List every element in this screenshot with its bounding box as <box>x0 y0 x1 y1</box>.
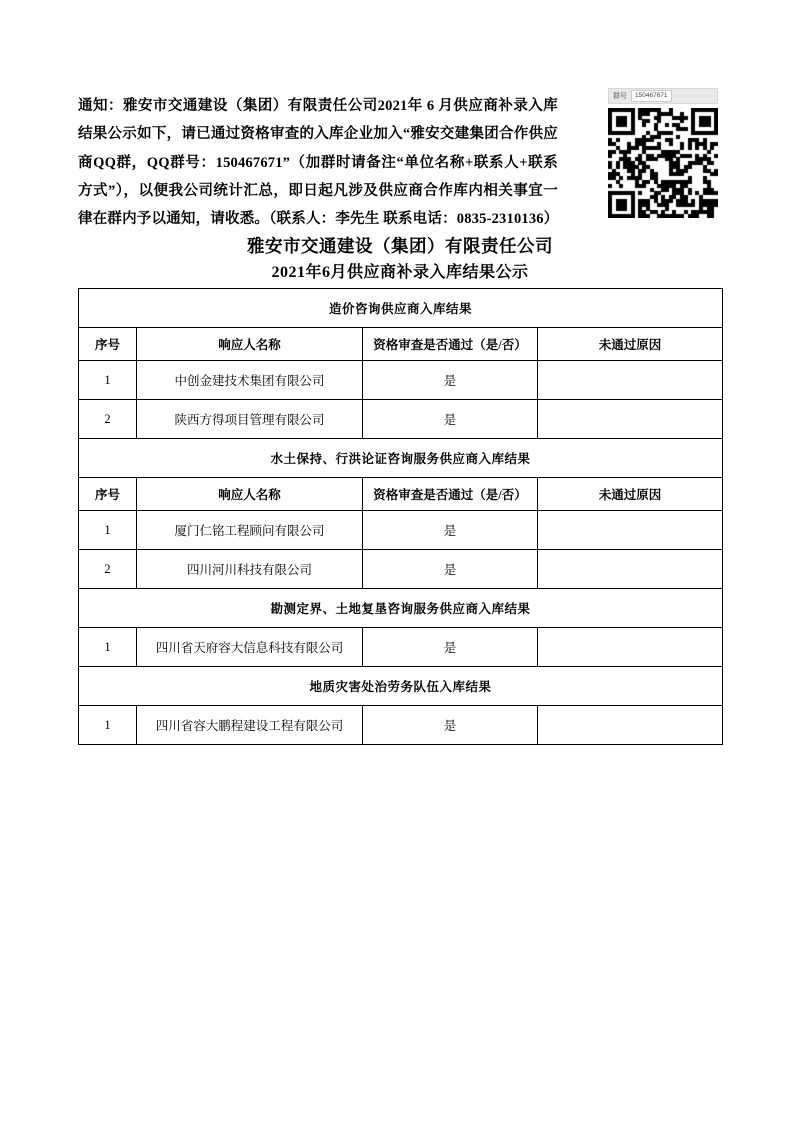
row-reason <box>538 361 723 400</box>
results-table <box>78 288 723 745</box>
table-column-header: 响应人名称 <box>137 328 363 361</box>
row-pass: 是 <box>363 628 538 667</box>
table-column-header: 资格审查是否通过（是/否） <box>363 478 538 511</box>
row-name: 四川河川科技有限公司 <box>137 550 363 589</box>
table-section-title: 地质灾害处治劳务队伍入库结果 <box>79 667 723 706</box>
row-no: 1 <box>79 706 137 745</box>
table-section-title-row <box>79 289 723 328</box>
row-no: 1 <box>79 628 137 667</box>
row-reason <box>538 511 723 550</box>
table-column-header: 未通过原因 <box>538 478 723 511</box>
table-section-title: 勘测定界、土地复垦咨询服务供应商入库结果 <box>79 589 723 628</box>
table-header-row <box>79 328 723 361</box>
row-reason <box>538 400 723 439</box>
page-title-line1: 雅安市交通建设（集团）有限责任公司 <box>247 236 553 256</box>
row-name: 中创金建技术集团有限公司 <box>137 361 363 400</box>
table-column-header: 响应人名称 <box>137 478 363 511</box>
row-no: 2 <box>79 550 137 589</box>
table-column-header: 序号 <box>79 478 137 511</box>
table-column-header: 资格审查是否通过（是/否） <box>363 328 538 361</box>
row-pass: 是 <box>363 550 538 589</box>
table-header-row <box>79 478 723 511</box>
row-no: 2 <box>79 400 137 439</box>
row-no: 1 <box>79 361 137 400</box>
table-row <box>79 400 723 439</box>
table-section-title: 水土保持、行洪论证咨询服务供应商入库结果 <box>79 439 723 478</box>
qr-code-block <box>608 88 718 218</box>
row-name: 四川省容大鹏程建设工程有限公司 <box>137 706 363 745</box>
table-section-title-row <box>79 667 723 706</box>
table-column-header: 序号 <box>79 328 137 361</box>
row-name: 厦门仁铭工程顾问有限公司 <box>137 511 363 550</box>
row-pass: 是 <box>363 511 538 550</box>
table-row <box>79 628 723 667</box>
row-name: 陕西方得项目管理有限公司 <box>137 400 363 439</box>
qr-label: 群号 <box>613 93 627 100</box>
results-table-wrap <box>78 288 722 745</box>
row-reason <box>538 550 723 589</box>
table-row <box>79 511 723 550</box>
table-section-title-row <box>79 589 723 628</box>
page-title-line2: 2021年6月供应商补录入库结果公示 <box>271 264 529 281</box>
row-name: 四川省天府容大信息科技有限公司 <box>137 628 363 667</box>
row-pass: 是 <box>363 361 538 400</box>
qr-code-image <box>608 108 718 218</box>
row-pass: 是 <box>363 706 538 745</box>
table-row <box>79 361 723 400</box>
row-pass: 是 <box>363 400 538 439</box>
table-section-title-row <box>79 439 723 478</box>
page-title <box>0 232 800 286</box>
notice-paragraph: 通知：雅安市交通建设（集团）有限责任公司2021年 6 月供应商补录入库结果公示如下，请已通过资格审查的入库企业加入“雅安交建集团合作供应商QQ群，QQ群号：150467671”（加群时请备注“单位名称+联系人+联系方式”），以便我公司统计汇总，即日起凡涉及供应商合作库内相关事宜一律在群内予以通知，请收悉。（联系人：李先生 联系电话：0835-2310136） <box>78 98 559 228</box>
table-row <box>79 550 723 589</box>
table-section-title: 造价咨询供应商入库结果 <box>79 289 723 328</box>
row-reason <box>538 628 723 667</box>
table-column-header: 未通过原因 <box>538 328 723 361</box>
qr-number: 150467671 <box>631 90 672 102</box>
qr-header <box>608 88 718 104</box>
table-row <box>79 706 723 745</box>
row-no: 1 <box>79 511 137 550</box>
row-reason <box>538 706 723 745</box>
